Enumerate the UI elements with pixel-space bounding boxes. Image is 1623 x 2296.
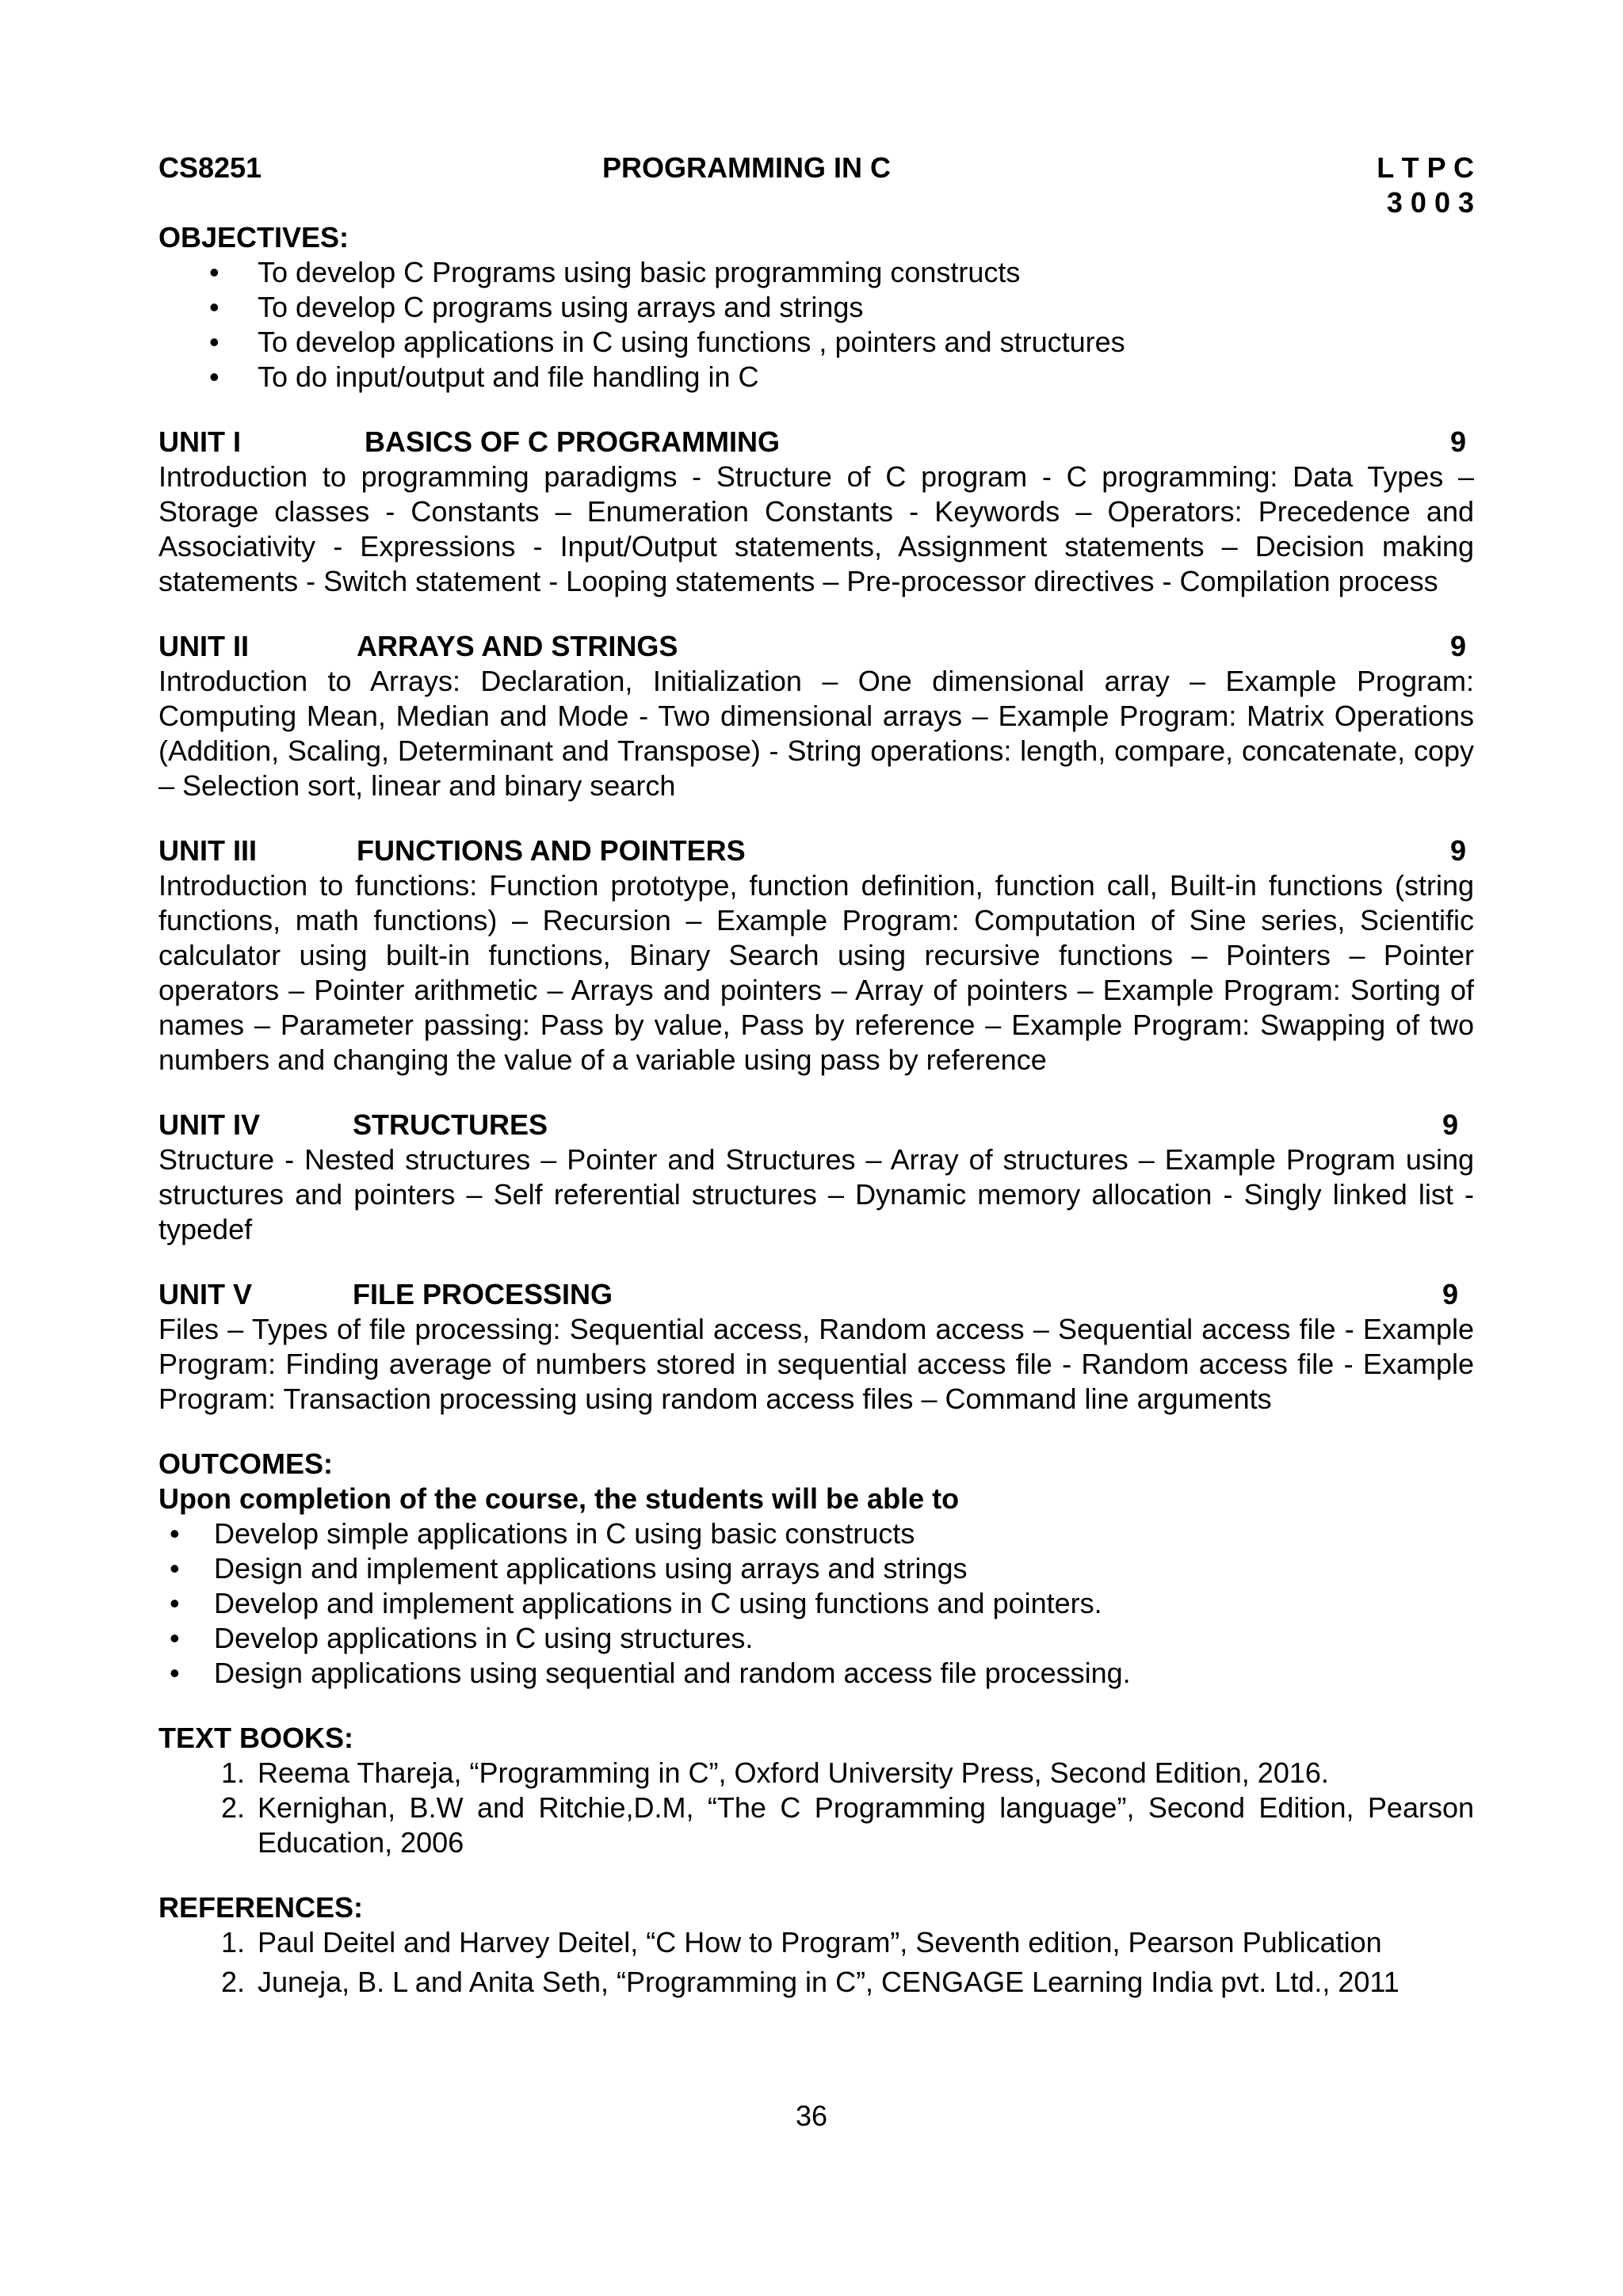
unit-title: FILE PROCESSING	[353, 1278, 613, 1310]
unit-4-section	[158, 1108, 1474, 1247]
unit-content: Introduction to programming paradigms - Structure of C program - C programming: Data Types – Storage classes - Constants – Enumeration Constants - Keywords – Operators: Precedence and Associativity - Expressions - Input/Output statements, Assignment statements – Decision making statements - Switch statement - Looping statements – Pre-processor directives - Compilation process	[158, 460, 1474, 597]
unit-hours: 9	[1449, 630, 1466, 662]
list-item	[158, 1925, 1474, 1960]
outcomes-intro: Upon completion of the course, the students will be able to	[158, 1482, 960, 1515]
objectives-heading: OBJECTIVES:	[158, 221, 349, 254]
course-code: CS8251	[158, 151, 262, 184]
outcomes-heading: OUTCOMES:	[158, 1447, 333, 1480]
list-item: • Design applications using sequential and random access file processing.	[158, 1656, 1474, 1691]
unit-hours: 9	[1442, 1278, 1458, 1310]
unit-content: Introduction to Arrays: Declaration, Initialization – One dimensional array – Example Program: Computing Mean, Median and Mode - Two dimensional arrays – Example Program: Matrix Operations (Addition, Scaling, Determinant and Transpose) - String operations: length, compare, concatenate, copy – Selection sort, linear and binary search	[158, 665, 1474, 802]
unit-number: UNIT II	[158, 630, 249, 662]
list-item	[158, 1756, 1474, 1791]
list-item	[158, 1965, 1474, 2000]
outcomes-list	[158, 1516, 1474, 1691]
unit-hours: 9	[1449, 834, 1466, 867]
syllabus-page	[158, 151, 1474, 2000]
unit-header	[158, 833, 1474, 868]
unit-title: STRUCTURES	[353, 1108, 548, 1141]
list-item: • To develop C Programs using basic programming constructs	[158, 255, 1474, 290]
text-books-section	[158, 1721, 1474, 1860]
course-header	[158, 151, 1474, 220]
unit-title: ARRAYS AND STRINGS	[357, 630, 678, 662]
list-item: • Design and implement applications using arrays and strings	[158, 1551, 1474, 1586]
unit-number: UNIT V	[158, 1278, 253, 1310]
unit-header	[158, 629, 1474, 664]
list-item: • To develop applications in C using functions , pointers and structures	[158, 325, 1474, 360]
list-item: • To develop C programs using arrays and strings	[158, 290, 1474, 325]
item-number: 2.	[220, 1791, 245, 1824]
list-item: • Develop and implement applications in C using functions and pointers.	[158, 1586, 1474, 1621]
outcomes-section	[158, 1447, 1474, 1691]
unit-header	[158, 1277, 1474, 1312]
item-text: Juneja, B. L and Anita Seth, “Programming in C”, CENGAGE Learning India pvt. Ltd., 2011	[258, 1966, 1400, 1998]
text-books-list	[158, 1756, 1474, 1860]
ltpc-values: 3 0 0 3	[1386, 186, 1474, 219]
list-item: • To do input/output and file handling in C	[158, 360, 1474, 395]
ltpc-label: L T P C	[1377, 151, 1474, 184]
unit-5-section	[158, 1277, 1474, 1417]
item-text: Kernighan, B.W and Ritchie,D.M, “The C Programming language”, Second Edition, Pearson Education, 2006	[258, 1791, 1474, 1859]
unit-content: Files – Types of file processing: Sequential access, Random access – Sequential access file - Example Program: Finding average of numbers stored in sequential access file - Random access file - Example Program: Transaction processing using random access files – Command line arguments	[158, 1313, 1474, 1415]
item-number: 2.	[220, 1966, 245, 1998]
item-number: 1.	[220, 1926, 245, 1958]
list-item: • Develop simple applications in C using basic constructs	[158, 1516, 1474, 1551]
unit-hours: 9	[1442, 1108, 1458, 1141]
unit-hours: 9	[1449, 425, 1466, 458]
unit-number: UNIT IV	[158, 1108, 261, 1141]
list-item: • Develop applications in C using structures.	[158, 1621, 1474, 1656]
references-section	[158, 1890, 1474, 2000]
references-heading: REFERENCES:	[158, 1891, 364, 1924]
ltpc-block	[1094, 151, 1474, 220]
unit-content: Introduction to functions: Function prototype, function definition, function call, Built-in functions (string functions, math functions) – Recursion – Example Program: Computation of Sine series, Scientific calculator using built-in functions, Binary Search using recursive functions – Pointers – Pointer operators – Pointer arithmetic – Arrays and pointers – Array of pointers – Example Program: Sorting of names – Parameter passing: Pass by value, Pass by reference – Example Program: Swapping of two numbers and changing the value of a variable using pass by reference	[158, 869, 1474, 1076]
unit-header	[158, 425, 1474, 460]
item-text: Paul Deitel and Harvey Deitel, “C How to Program”, Seventh edition, Pearson Publication	[258, 1926, 1382, 1958]
unit-3-section	[158, 833, 1474, 1077]
course-title: PROGRAMMING IN C	[602, 151, 891, 184]
text-books-heading: TEXT BOOKS:	[158, 1722, 354, 1754]
list-item	[158, 1791, 1474, 1860]
unit-2-section	[158, 629, 1474, 803]
references-list	[158, 1925, 1474, 2000]
item-number: 1.	[220, 1756, 245, 1789]
unit-title: BASICS OF C PROGRAMMING	[365, 425, 781, 458]
objectives-list	[158, 255, 1474, 395]
unit-number: UNIT I	[158, 425, 241, 458]
unit-header	[158, 1108, 1474, 1142]
page-number: 36	[795, 2100, 828, 2132]
unit-number: UNIT III	[158, 834, 257, 867]
objectives-section	[158, 220, 1474, 395]
unit-title: FUNCTIONS AND POINTERS	[357, 834, 746, 867]
unit-content: Structure - Nested structures – Pointer and Structures – Array of structures – Example Program using structures and pointers – Self referential structures – Dynamic memory allocation - Singly linked list - typedef	[158, 1143, 1474, 1245]
unit-1-section	[158, 425, 1474, 599]
item-text: Reema Thareja, “Programming in C”, Oxford University Press, Second Edition, 2016.	[258, 1756, 1329, 1789]
